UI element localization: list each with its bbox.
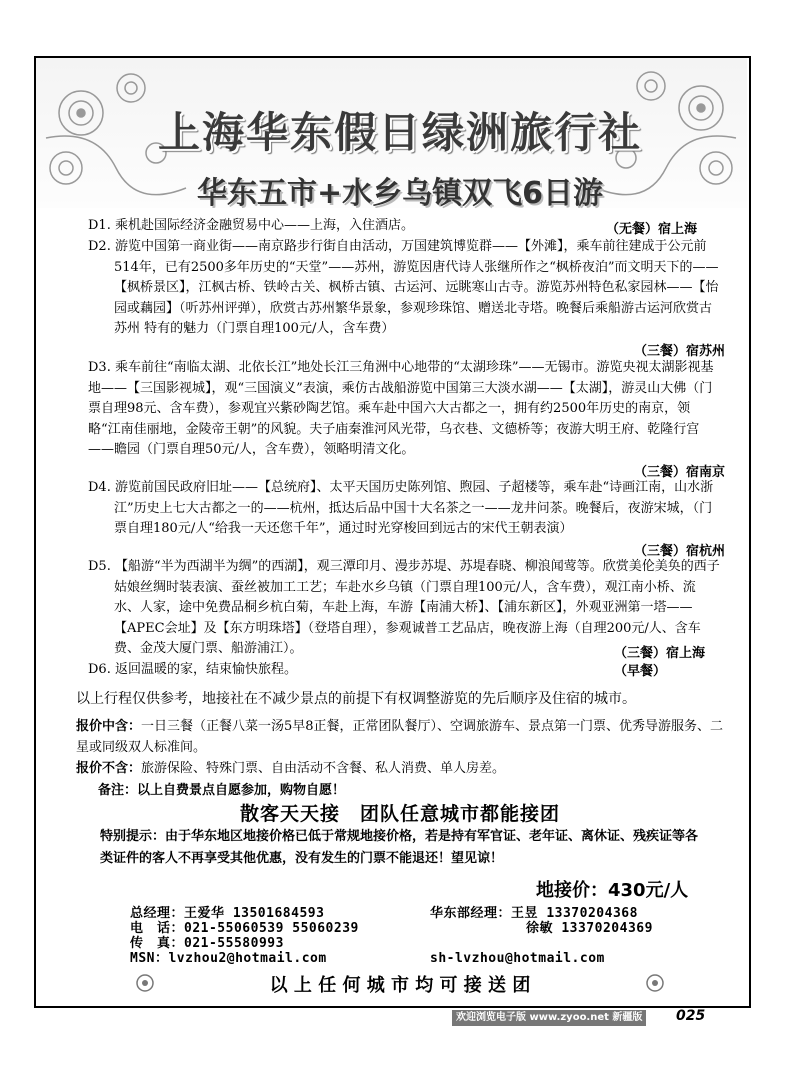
- flower-ornament-icon: [130, 972, 160, 994]
- meal-info: （三餐）宿南京: [634, 465, 726, 480]
- day-text: 乘机赴国际经济金融贸易中心——上海，入住酒店。: [114, 218, 414, 233]
- contact-phone: 电 话：021-55060539 55060239: [130, 921, 359, 936]
- meal-info: （三餐）宿苏州: [634, 344, 726, 359]
- day-text: 【船游“半为西湖半为绸”的西湖】，观三潭印月、漫步苏堤、苏堤春晓、柳浪闻莺等。欣赏美伦美奂的西子姑娘丝绸时装表演、蚕丝被加工工艺；车赴水乡乌镇（门票自理100元/人，含车费），观江南小桥、流水、人家，途中免费品桐乡杭白菊，车赴上海，车游【南浦大桥】、【浦东新区】，外观亚洲第一塔——【APEC会址】及【东方明珠塔】（登塔自理），参观诚普工艺品店，晚夜游上海（自理200元/人、含车费、金茂大厦门票、船游浦江）。: [114, 559, 720, 656]
- agency-name: 上海华东假日绿洲旅行社: [157, 108, 642, 157]
- price-include: [76, 716, 736, 758]
- price-label: 地接价：: [536, 880, 608, 901]
- meal-info: （无餐）宿上海: [606, 222, 698, 237]
- flower-ornament-icon: [640, 972, 670, 994]
- day-label: D3.: [88, 360, 111, 375]
- itinerary-day-2: [88, 237, 720, 340]
- day-label: D6.: [88, 662, 111, 677]
- price-exclude-text: 旅游保险、特殊门票、自由活动不含餐、私人消费、单人房差。: [141, 761, 506, 776]
- contact-east-staff: 徐敏 13370204369: [526, 921, 653, 936]
- price-include-label: 报价中含：: [76, 719, 142, 734]
- contact-msn: MSN：lvzhou2@hotmail.com: [130, 951, 327, 966]
- day-text: 游览中国第一商业街——南京路步行街自由活动，万国建筑博览群——【外滩】，乘车前往建成于公元前514年，已有2500多年历史的“天堂”——苏州，游览因唐代诗人张继所作之“枫桥夜泊”而文明天下的——【枫桥景区】，江枫古桥、铁岭古关、枫桥古镇、古运河、远眺寒山古寺。游览苏州特色私家园林——【怡园或藕园】（听苏州评弹），欣赏古苏州繁华景象，参观珍珠馆、赠送北寺塔。晚餐后乘船游古运河欣赏古苏州 特有的魅力（门票自理100元/人，含车费）: [114, 239, 719, 336]
- day-text: 乘车前往“南临太湖、北依长江”地处长江三角洲中心地带的“太湖珍珠”——无锡市。游览央视太湖影视基地——【三国影视城】，观“三国演义”表演，乘仿古战船游览中国第三大淡水湖——【太湖】，游灵山大佛（门票自理98元、含车费），参观宜兴紫砂陶艺馆。乘车赴中国六大古都之一，拥有约2500年历史的南京，领略“江南佳丽地，金陵帝王朝”的风貌。夫子庙秦淮河风光带，乌衣巷、文德桥等；夜游大明王府、乾隆行宫——瞻园（门票自理50元/人，含车费），领略明清文化。: [88, 360, 714, 457]
- special-notice: [100, 826, 710, 870]
- special-label: 特别提示：: [100, 829, 166, 844]
- day-label: D2.: [88, 239, 111, 254]
- day-text: 游览前国民政府旧址——【总统府】、太平天国历史陈列馆、煦园、子超楼等，乘车赴“诗画江南，山水浙江”历史上七大古都之一的——杭州，抵达后品中国十大名茶之一——龙井问茶。晚餐后，夜游宋城，（门票自理180元/人“给我一天还您千年”，通过时光穿梭回到远古的宋代王朝表演）: [114, 480, 714, 536]
- contact-east-manager: 华东部经理：王昱 13370204368: [430, 906, 638, 921]
- special-text: 由于华东地区地接价格已低于常规地接价格，若是持有军官证、老年证、离休证、残疾证等各类证件的客人不再享受其他优惠，没有发生的门票不能退还！望见谅！: [100, 829, 699, 866]
- contact-gm: 总经理：王爱华 13501684593: [130, 906, 325, 921]
- price-exclude: [76, 758, 736, 779]
- price-include-text: 一日三餐（正餐八菜一汤5早8正餐，正常团队餐厅）、空调旅游车、景点第一门票、优秀导游服务、二星或同级双人标准间。: [76, 719, 724, 755]
- day-text: 返回温暖的家，结束愉快旅程。: [114, 662, 297, 677]
- meal-info: （三餐）宿上海: [614, 646, 706, 661]
- meal-info: （早餐）: [614, 664, 667, 679]
- itinerary-day-4: [88, 478, 720, 540]
- disclaimer: 以上行程仅供参考，地接社在不减少景点的前提下有权调整游览的先后顺序及住宿的城市。: [76, 691, 636, 707]
- slogan: 散客天天接 团队任意城市都能接团: [239, 803, 560, 825]
- meal-info: （三餐）宿杭州: [634, 544, 726, 559]
- day-label: D1.: [88, 218, 111, 233]
- day-label: D5.: [88, 559, 111, 574]
- price-box: [536, 876, 688, 902]
- website-banner: 欢迎浏览电子版 www.zyoo.net 新疆版: [452, 1010, 646, 1026]
- price-exclude-label: 报价不含：: [76, 761, 142, 776]
- price-value: 430元/人: [608, 880, 689, 901]
- page-number: 025: [676, 1008, 706, 1024]
- tour-title: 华东五市+水乡乌镇双飞6日游: [196, 176, 603, 211]
- itinerary-day-3: [88, 358, 718, 461]
- footer-slogan: 以 上 任 何 城 市 均 可 接 送 团: [269, 975, 531, 996]
- contact-email: sh-lvzhou@hotmail.com: [430, 951, 605, 966]
- remark: 备注：以上自费景点自愿参加，购物自愿！: [98, 783, 346, 798]
- contact-fax: 传 真：021-55580993: [130, 936, 284, 951]
- day-label: D4.: [88, 480, 111, 495]
